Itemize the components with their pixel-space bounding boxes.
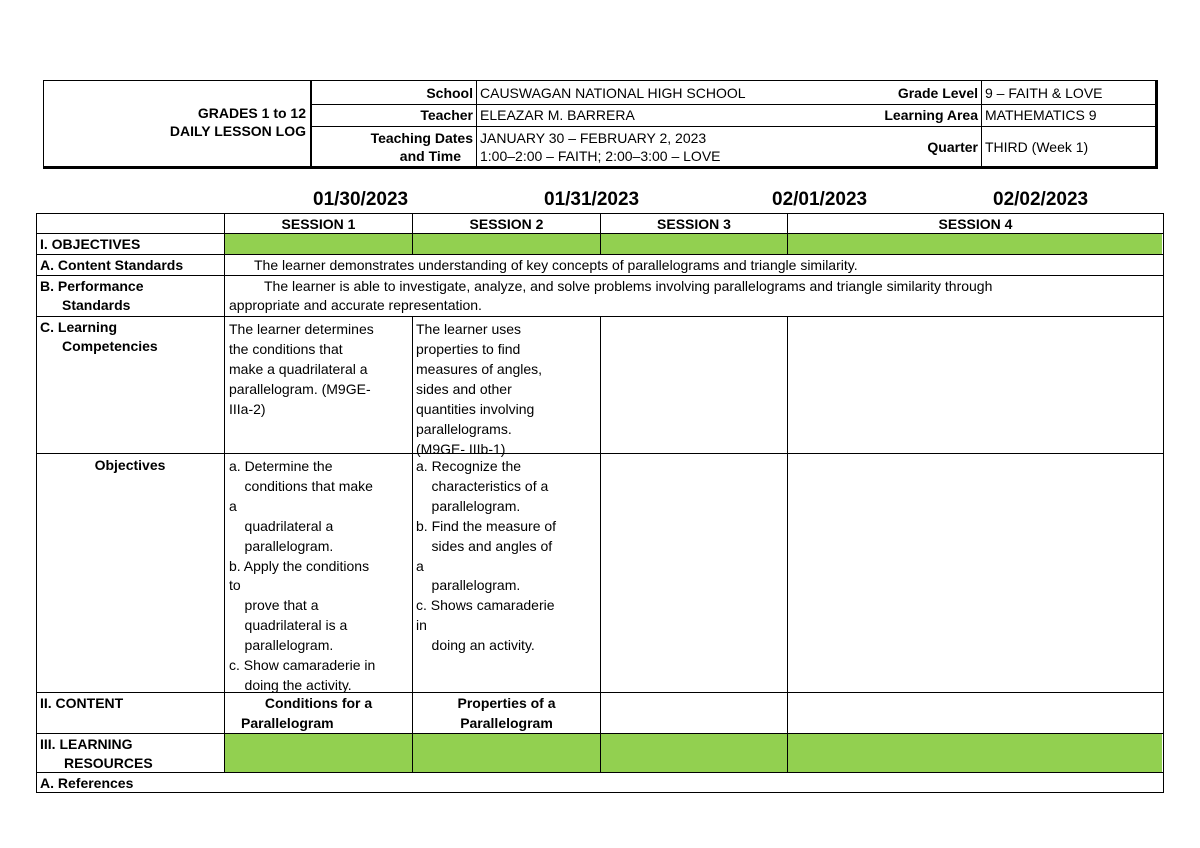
session-2-header: SESSION 2 [469,216,544,232]
header-title-line1: GRADES 1 to 12 [197,105,306,121]
references-label: A. References [40,775,134,791]
date-session-4: 02/02/2023 [993,189,1089,210]
objectives-fill [225,234,1162,254]
dates-value-line1: JANUARY 30 – FEBRUARY 2, 2023 [480,130,707,146]
competencies-session-2: The learner uses properties to find measures of angles, sides and other quantities involving parallelograms. (M9GE- IIIb-1) [416,321,543,457]
objectives-session-2: a. Recognize the characteristics of a parallelogram. b. Find the measure of sides and angles of a parallelogram. c. Shows camaraderie in doing an activity. [416,458,557,654]
resources-label-1: III. LEARNING [40,736,133,752]
dates-label-line1: Teaching Dates [370,130,473,146]
competencies-label-2: Competencies [62,338,158,354]
resources-label-2: RESOURCES [64,755,153,771]
performance-standards-text-2: appropriate and accurate representation. [229,297,482,313]
session-3-header: SESSION 3 [657,216,731,232]
performance-standards-label-2: Standards [62,297,131,313]
date-session-1: 01/30/2023 [313,189,409,210]
competencies-label-1: C. Learning [40,319,118,335]
school-value: CAUSWAGAN NATIONAL HIGH SCHOOL [480,85,746,101]
dates-value-line2: 1:00–2:00 – FAITH; 2:00–3:00 – LOVE [480,148,721,164]
teacher-value: ELEAZAR M. BARRERA [480,107,635,123]
date-session-2: 01/31/2023 [544,189,640,210]
learning-area-value: MATHEMATICS 9 [985,107,1097,123]
dates-label-line2: and Time [399,148,461,164]
school-label: School [426,85,473,101]
objectives-heading: I. OBJECTIVES [40,236,141,252]
resources-fill [225,734,1162,772]
date-session-3: 02/01/2023 [772,189,868,210]
content-standards-label: A. Content Standards [40,257,184,273]
quarter-value: THIRD (Week 1) [985,139,1089,155]
learning-area-label: Learning Area [884,107,978,123]
performance-standards-text-1: The learner is able to investigate, analyze, and solve problems involving parallelograms and triangle similarity through [264,278,993,294]
competencies-session-1: The learner determines the conditions that make a quadrilateral a parallelogram. (M9GE- IIIa-2) [229,321,374,417]
objectives-label: Objectives [94,457,166,473]
header-title-line2: DAILY LESSON LOG [169,123,306,139]
session-4-header: SESSION 4 [938,216,1013,232]
quarter-label: Quarter [927,139,978,155]
content-label: II. CONTENT [40,695,124,711]
content-session-2-line1: Properties of a [457,695,556,711]
content-session-2-line2: Parallelogram [460,715,553,731]
content-session-1-line2: Parallelogram [241,715,334,731]
content-session-1-line1: Conditions for a [264,695,373,711]
performance-standards-label-1: B. Performance [40,278,144,294]
session-1-header: SESSION 1 [281,216,356,232]
objectives-session-1: a. Determine the conditions that make a quadrilateral a parallelogram. b. Apply the conditions to prove that a quadrilateral is a parallelogram. c. Show camaraderie in doing the activity. [229,458,376,693]
grade-level-label: Grade Level [897,85,978,101]
content-standards-text: The learner demonstrates understanding of key concepts of parallelograms and triangle similarity. [254,257,858,273]
teacher-label: Teacher [420,107,473,123]
grade-level-value: 9 – FAITH & LOVE [985,85,1103,101]
